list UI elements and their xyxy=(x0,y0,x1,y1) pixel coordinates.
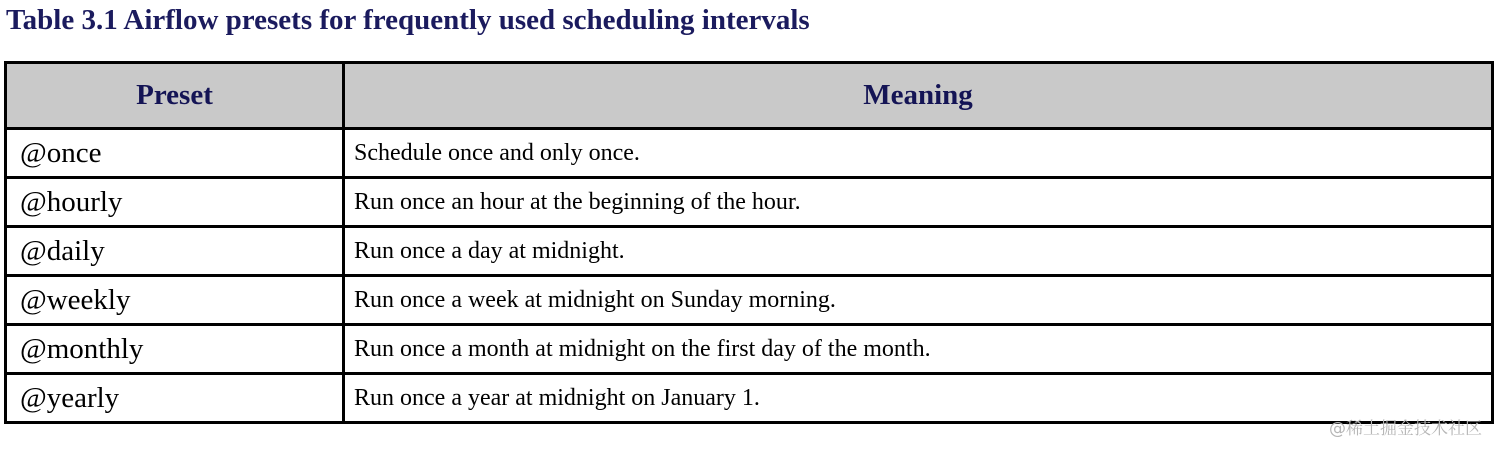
meaning-cell: Schedule once and only once. xyxy=(344,129,1493,178)
meaning-cell: Run once a month at midnight on the first day of the month. xyxy=(344,325,1493,374)
table-row xyxy=(6,276,1493,325)
preset-cell: @weekly xyxy=(6,276,344,325)
meaning-cell: Run once a week at midnight on Sunday morning. xyxy=(344,276,1493,325)
table-caption: Table 3.1 Airflow presets for frequently used scheduling intervals xyxy=(6,4,810,36)
table-body xyxy=(6,129,1493,423)
preset-cell: @yearly xyxy=(6,374,344,423)
column-header-preset: Preset xyxy=(6,63,344,129)
preset-cell: @daily xyxy=(6,227,344,276)
table-row xyxy=(6,178,1493,227)
table-row xyxy=(6,227,1493,276)
header-row xyxy=(6,63,1493,129)
table-row xyxy=(6,325,1493,374)
presets-table xyxy=(4,61,1494,424)
column-header-meaning: Meaning xyxy=(344,63,1493,129)
preset-cell: @once xyxy=(6,129,344,178)
table-row xyxy=(6,374,1493,423)
meaning-cell: Run once a year at midnight on January 1. xyxy=(344,374,1493,423)
preset-cell: @monthly xyxy=(6,325,344,374)
preset-cell: @hourly xyxy=(6,178,344,227)
table-row xyxy=(6,129,1493,178)
table-header xyxy=(6,63,1493,129)
meaning-cell: Run once a day at midnight. xyxy=(344,227,1493,276)
meaning-cell: Run once an hour at the beginning of the hour. xyxy=(344,178,1493,227)
watermark: @稀土掘金技术社区 xyxy=(1329,419,1482,439)
